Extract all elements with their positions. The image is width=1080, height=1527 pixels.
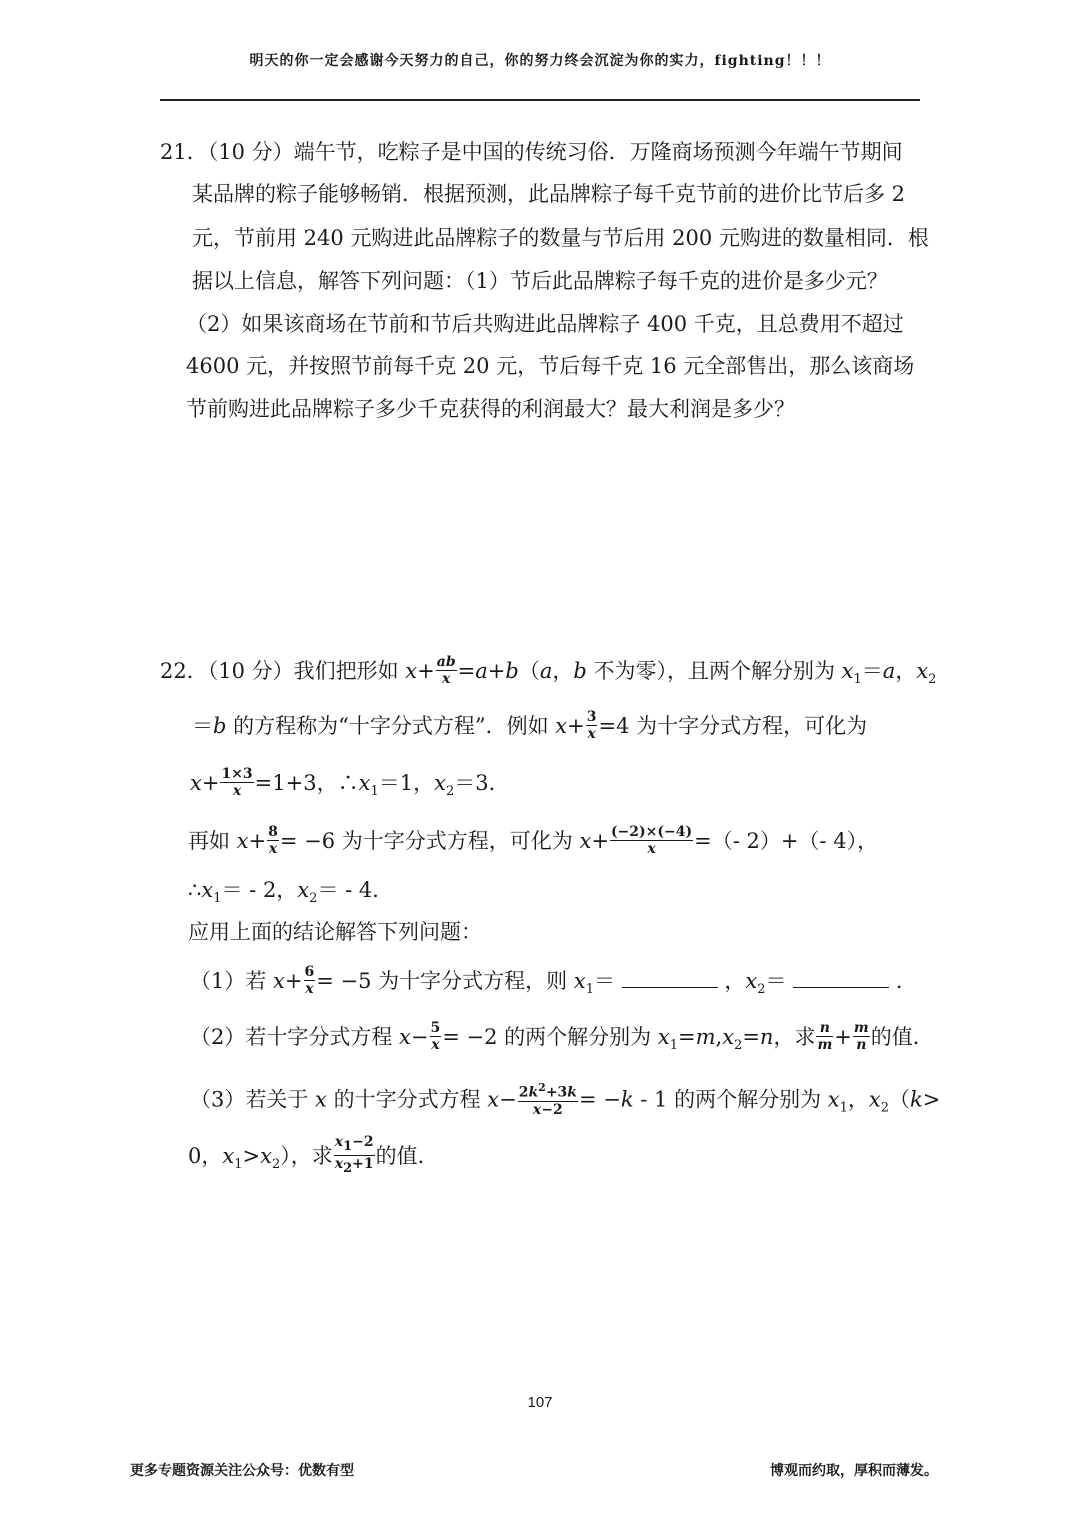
- q22-line-6: 应用上面的结论解答下列问题：: [188, 920, 482, 944]
- q22-line-1: 22．（10 分）我们把形如 x+ $\frac{ab}{x}$ =a+b（a，b 不为零），且两个解分别为 $x_1=a$，$x_2$: [160, 654, 937, 688]
- fraction-1x3-over-x: $\frac{1\times 3}{x}$: [221, 766, 253, 799]
- fraction-6-over-x: $\frac{6}{x}$: [304, 964, 315, 997]
- fraction-x1-2-over-x2-1: $\frac{x_1-2}{x_2+1}$: [334, 1134, 374, 1176]
- answer-blank-x1[interactable]: [622, 967, 718, 988]
- q22-line-3: x+ $\frac{1\times 3}{x}$ =1+3，$\therefore x_1=1$，$x_2=3$．: [190, 766, 510, 800]
- fraction-ab-over-x: $\frac{ab}{x}$: [436, 654, 456, 687]
- q21-line-6: 4600 元，并按照节前每千克 20 元，节后每千克 16 元全部售出，那么该商场: [186, 354, 915, 378]
- fraction-n-over-m: $\frac{n}{m}$: [817, 1020, 833, 1053]
- q21-line-4: 据以上信息，解答下列问题：（1）节后此品牌粽子每千克的进价是多少元？: [192, 269, 888, 293]
- q21-line-1: 21．（10 分）端午节，吃粽子是中国的传统习俗．万隆商场预测今年端午节期间: [160, 140, 903, 164]
- fraction-5-over-x: $\frac{5}{x}$: [430, 1020, 441, 1053]
- q21-line-2: 某品牌的粽子能够畅销．根据预测，此品牌粽子每千克节前的进价比节后多 2: [192, 182, 906, 206]
- fraction-m-over-n: $\frac{m}{n}$: [853, 1020, 869, 1053]
- q22-part-2: （2）若十字分式方程 x− $\frac{5}{x}$ = −2 的两个解分别为 $x_1=m,x_2=n$，求 $\frac{n}{m}$ + $\frac{m}{n}$ 的值．: [190, 1020, 934, 1054]
- fraction-2k2-3k-over-x-2: $\frac{2k^2+3k}{x-2}$: [518, 1081, 577, 1118]
- q22-line-5: $\therefore x_1= - 2$，$x_2= - 4$．: [188, 878, 394, 907]
- q22-line-2: ＝b 的方程称为“十字分式方程”．例如 x+ $\frac{3}{x}$ =4 为十字分式方程，可化为: [192, 709, 868, 742]
- q21-line-3: 元，节前用 240 元购进此品牌粽子的数量与节后用 200 元购进的数量相同．根: [192, 226, 929, 250]
- q22-part-3-line-2: 0，$x_1>x_2$），求 $\frac{x_1-2}{x_2+1}$ 的值．: [188, 1134, 439, 1176]
- q21-line-5: （2）如果该商场在节前和节后共购进此品牌粽子 400 千克，且总费用不超过: [186, 312, 904, 336]
- q22-part-1: （1）若 x+ $\frac{6}{x}$ = −5 为十字分式方程，则 $x_1=$ ，$x_2=$ ．: [190, 964, 917, 998]
- footer-right-motto: 博观而约取，厚积而薄发。: [770, 1463, 938, 1479]
- page-header-motto: 明天的你一定会感谢今天努力的自己，你的努力终会沉淀为你的实力，fighting！！！: [249, 53, 831, 69]
- fraction-neg2-neg4-over-x: $\frac{(-2)\times(-4)}{x}$: [610, 824, 693, 857]
- header-divider: [160, 99, 920, 101]
- footer-left-note: 更多专题资源关注公众号：优数有型: [130, 1463, 354, 1479]
- answer-blank-x2[interactable]: [793, 967, 889, 988]
- q22-part-3-line-1: （3）若关于 x 的十字分式方程 x− $\frac{2k^2+3k}{x-2}$ = −k - 1 的两个解分别为 $x_1$，$x_2(k>$: [190, 1081, 941, 1118]
- fraction-3-over-x: $\frac{3}{x}$: [586, 709, 597, 742]
- q21-line-7: 节前购进此品牌粽子多少千克获得的利润最大？最大利润是多少？: [186, 397, 795, 421]
- fraction-8-over-x: $\frac{8}{x}$: [268, 824, 278, 857]
- page-number: 107: [527, 1394, 553, 1411]
- q22-line-4: 再如 x+ $\frac{8}{x}$ = −6 为十字分式方程，可化为 x+ $\frac{(-2)\times(-4)}{x}$ =（- 2）+（- 4），: [188, 824, 879, 857]
